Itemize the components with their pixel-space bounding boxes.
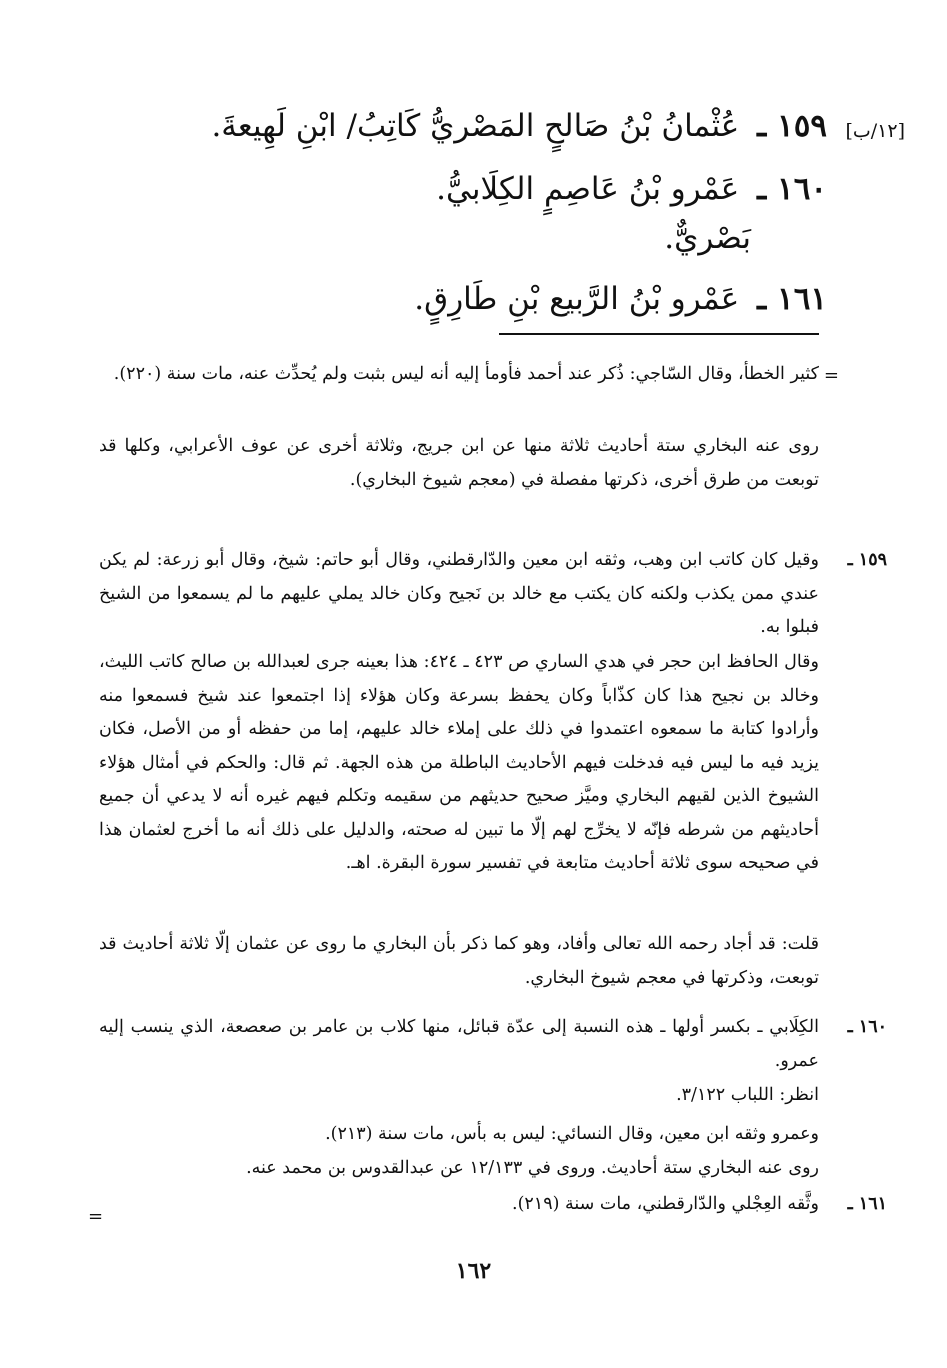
manuscript-folio-ref: [١٢/ب]	[845, 120, 905, 142]
entry-number: ١٥٩ ـ	[757, 108, 827, 144]
entry-number: ١٦١ ـ	[757, 281, 827, 317]
entry-number: ١٦٠ ـ	[757, 171, 827, 207]
footnote-160-p2: انظر: اللباب ٣/١٢٢.	[676, 1085, 819, 1105]
continuation-mark-bottom: =	[88, 1206, 104, 1227]
footnote-number-160: ١٦٠ ـ	[847, 1017, 887, 1037]
footnote-159-p3: قلت: قد أجاد رحمه الله تعالى وأفاد، وهو كما ذكر بأن البخاري ما روى عن عثمان إلّا ثلاثة أحاديث قد توبعت، وذكرتها في معجم شيوخ البخاري.	[99, 934, 819, 988]
page-number: ١٦٢	[455, 1258, 492, 1284]
footnote-continuation-2: روى عنه البخاري ستة أحاديث ثلاثة منها عن ابن جريج، وثلاثة أخرى عن عوف الأعرابي، وكلها قد توبعت من طرق أخرى، ذكرتها مفصلة في (معجم شيوخ البخاري).	[99, 436, 819, 490]
entry-text: عَمْرو بْنُ الرَّبيع بْنِ طَارِقٍ.	[414, 281, 740, 317]
entry-159	[211, 104, 827, 148]
footnote-159-p1: وقيل كان كاتب ابن وهب، وثقه ابن معين والدّارقطني، وقال أبو حاتم: شيخ، وقال أبو زرعة: لم يكن عندي ممن يكذب ولكنه كان يكتب مع خالد بن نَجيح وكان خالد يملي عليهم ما لم يسمعوا من الشيخ فبلوا به.	[99, 550, 819, 637]
footnote-160-p3: وعمرو وثقه ابن معين، وقال النسائي: ليس به بأس، مات سنة (٢١٣).	[325, 1124, 819, 1144]
entry-160	[436, 167, 827, 211]
continuation-mark-top: =	[823, 365, 839, 386]
footnote-160-p1: الكِلَابي ـ بكسر أولها ـ هذه النسبة إلى عدّة قبائل، منها كلاب بن عامر بن صعصعة، الذي ينسب إليه عمرو.	[99, 1017, 819, 1071]
entry-160-origin	[664, 216, 751, 260]
footnote-divider	[499, 333, 819, 335]
footnote-number-161: ١٦١ ـ	[847, 1194, 887, 1214]
entry-text: عُثْمانُ بْنُ صَالحٍ المَصْريُّ كَاتِبُ/ ابْنِ لَهِيعةَ.	[211, 108, 740, 144]
footnote-number-159: ١٥٩ ـ	[847, 550, 887, 570]
footnote-161-p1: وثَّقه العِجْلي والدّارقطني، مات سنة (٢١٩).	[512, 1194, 819, 1214]
footnote-159-p2: وقال الحافظ ابن حجر في هدي الساري ص ٤٢٣ ـ ٤٢٤: هذا بعينه جرى لعبدالله بن صالح كاتب الليث، وخالد بن نجيح هذا كان كذّاباً وكان يحفظ بسرعة وكان هؤلاء إذا اجتمعوا عند شيخ فسمعوا منه وأرادوا كتابة ما سمعوه اعتمدوا في ذلك على إملاء خالد عليهم، إما من حفظه أو من الأصل، فكان يزيد فيه ما ليس فيه فدخلت فيهم الأحاديث الباطلة من هذه الجهة. ثم قال: والحكم في أمثال هؤلاء الشيوخ الذين لقيهم البخاري وميَّز صحيح حديثهم من سقيمه وتكلم فيهم غيره أنه لا يدعي أن جميع أحاديثهم من شرطه فإنّه لا يخرِّج لهم إلّا ما تبين له صحته، والدليل على ذلك أنه ما أخرج لعثمان هذا في صحيحه سوى ثلاثة أحاديث متابعة في تفسير سورة البقرة. اهـ.	[99, 652, 819, 873]
entry-161	[414, 277, 827, 321]
footnote-160-p4: روى عنه البخاري ستة أحاديث. وروى في ١٢/١٣٣ عن عبدالقدوس بن محمد عنه.	[246, 1158, 819, 1178]
entry-text: عَمْرو بْنُ عَاصِمٍ الكِلَابيُّ.	[436, 171, 740, 207]
entry-text: بَصْريٌّ.	[664, 220, 751, 256]
footnote-continuation-1: كثير الخطأ، وقال السّاجي: ذُكر عند أحمد فأومأ إليه أنه ليس بثبت ولم يُحدِّث عنه، مات سنة (٢٢٠).	[113, 364, 819, 384]
